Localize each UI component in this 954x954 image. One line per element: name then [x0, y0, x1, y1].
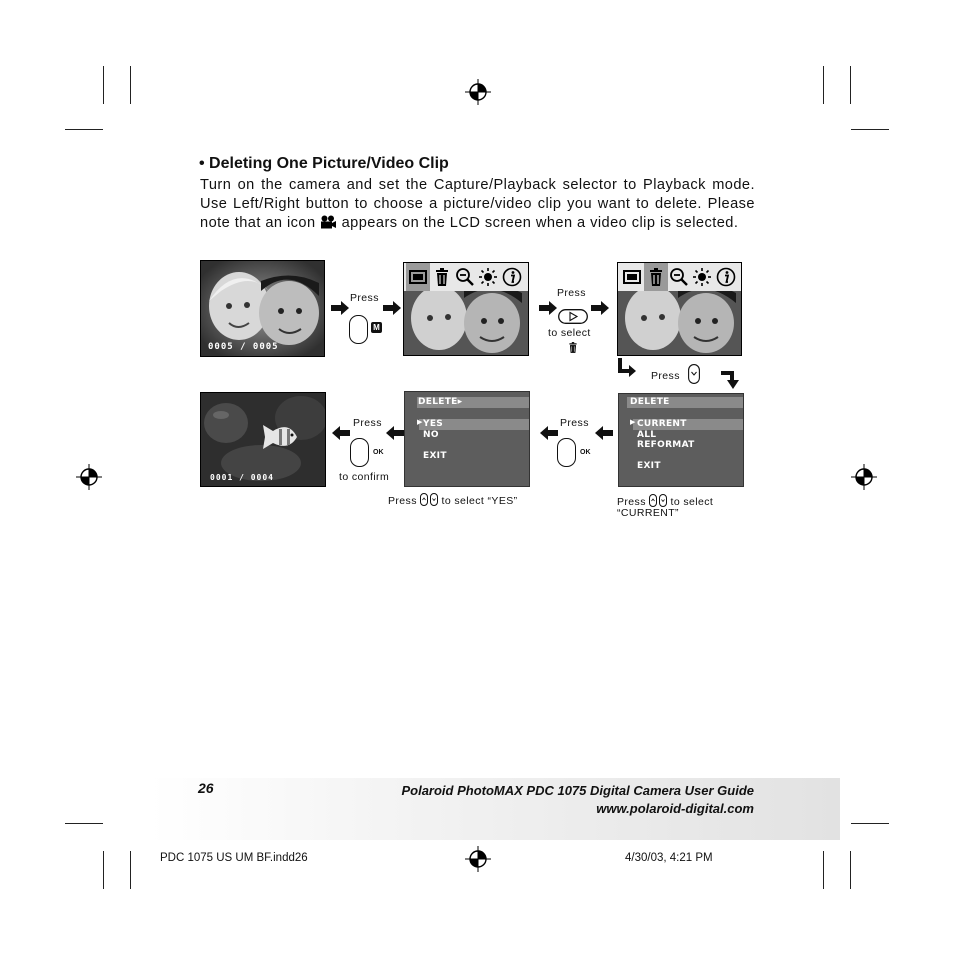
- registration-mark-icon: [465, 79, 491, 105]
- up-down-buttons-icon: [420, 493, 438, 506]
- press-label: Press: [353, 417, 382, 429]
- lcd-screen-toolbar: [403, 262, 529, 356]
- body-text-after: appears on the LCD screen when a video clip is selected.: [341, 215, 739, 231]
- to-confirm-label: to confirm: [339, 471, 390, 483]
- zoom-out-icon[interactable]: [669, 267, 689, 287]
- brightness-icon[interactable]: [478, 267, 498, 287]
- section-title: • Deleting One Picture/Video Clip: [199, 155, 449, 172]
- bent-arrow-icon: [617, 358, 637, 378]
- trash-icon[interactable]: [432, 267, 452, 287]
- slug-filename: PDC 1075 US UM BF.indd26: [160, 852, 308, 864]
- lcd-toolbar: [618, 263, 741, 291]
- video-camera-icon: [320, 215, 337, 229]
- press-label: Press: [617, 496, 646, 508]
- lcd-screen-trash-selected: [617, 262, 742, 356]
- menu-item-current[interactable]: CURRENT: [637, 419, 687, 429]
- arrow-right-icon: [383, 301, 401, 315]
- right-button-icon[interactable]: [558, 309, 588, 324]
- press-label: Press: [350, 292, 379, 304]
- instruction-select-current: [617, 494, 713, 508]
- mode-button[interactable]: [349, 315, 368, 344]
- press-label: Press: [651, 370, 680, 382]
- ok-button-label: OK: [373, 449, 384, 456]
- up-down-buttons-icon: [649, 494, 667, 507]
- current-quote-label: “CURRENT”: [617, 507, 679, 519]
- guide-title-text: Polaroid PhotoMAX PDC 1075 Digital Camera User Guide: [401, 783, 754, 798]
- info-icon[interactable]: [502, 267, 522, 287]
- arrow-left-icon: [386, 426, 404, 440]
- press-label: Press: [560, 417, 589, 429]
- press-label: Press: [557, 287, 586, 299]
- lcd-screen-result: [200, 392, 326, 487]
- arrow-right-icon: [591, 301, 609, 315]
- menu-header: DELETE▸: [418, 397, 463, 407]
- registration-mark-icon: [465, 846, 491, 872]
- selection-cursor-icon: ▶: [630, 418, 636, 426]
- to-select-label: to select: [548, 327, 591, 339]
- menu-item-exit[interactable]: EXIT: [423, 451, 447, 461]
- trash-icon: [567, 341, 579, 354]
- ok-button-label: OK: [580, 449, 591, 456]
- to-select-yes-label: to select “YES”: [441, 495, 518, 507]
- confirm-delete-screen: [404, 391, 530, 487]
- menu-item-yes[interactable]: YES: [423, 419, 444, 429]
- menu-item-no[interactable]: NO: [423, 430, 439, 440]
- lcd-toolbar: [404, 263, 528, 291]
- info-icon[interactable]: [716, 267, 736, 287]
- guide-title: [401, 782, 754, 818]
- ok-button[interactable]: [350, 438, 369, 467]
- menu-item-exit[interactable]: EXIT: [637, 461, 661, 471]
- registration-mark-icon: [76, 464, 102, 490]
- lcd-screen-photo: [200, 260, 325, 357]
- bent-arrow-icon: [721, 370, 741, 390]
- delete-menu-screen: [618, 393, 744, 487]
- page-number: 26: [198, 780, 214, 796]
- arrow-right-icon: [331, 301, 349, 315]
- registration-mark-icon: [851, 464, 877, 490]
- down-button-icon[interactable]: [688, 364, 700, 384]
- m-button-label: M: [371, 322, 382, 333]
- selection-cursor-icon: ▶: [417, 418, 423, 426]
- arrow-left-icon: [332, 426, 350, 440]
- menu-item-reformat[interactable]: REFORMAT: [637, 440, 695, 450]
- press-label: Press: [388, 495, 417, 507]
- body-text-before: Turn on the camera and set the Capture/Playback selector to Playback mode. Use Left/Right button to choose a picture/video clip you want to delete. Please note that an icon: [200, 177, 755, 231]
- to-select-label: to select: [670, 496, 714, 508]
- playback-icon[interactable]: [622, 267, 642, 287]
- image-counter: 0005 / 0005: [208, 342, 279, 352]
- arrow-right-icon: [539, 301, 557, 315]
- section-body: [200, 176, 755, 233]
- playback-icon[interactable]: [408, 267, 428, 287]
- trash-icon[interactable]: [646, 267, 666, 287]
- ok-button[interactable]: [557, 438, 576, 467]
- instruction-select-yes: [388, 493, 518, 507]
- menu-header: DELETE: [630, 397, 670, 407]
- image-counter: 0001 / 0004: [210, 473, 274, 482]
- brightness-icon[interactable]: [692, 267, 712, 287]
- menu-item-all[interactable]: ALL: [637, 430, 657, 440]
- website-link[interactable]: www.polaroid-digital.com: [596, 801, 754, 816]
- zoom-out-icon[interactable]: [455, 267, 475, 287]
- arrow-left-icon: [595, 426, 613, 440]
- slug-date: 4/30/03, 4:21 PM: [625, 852, 713, 864]
- arrow-left-icon: [540, 426, 558, 440]
